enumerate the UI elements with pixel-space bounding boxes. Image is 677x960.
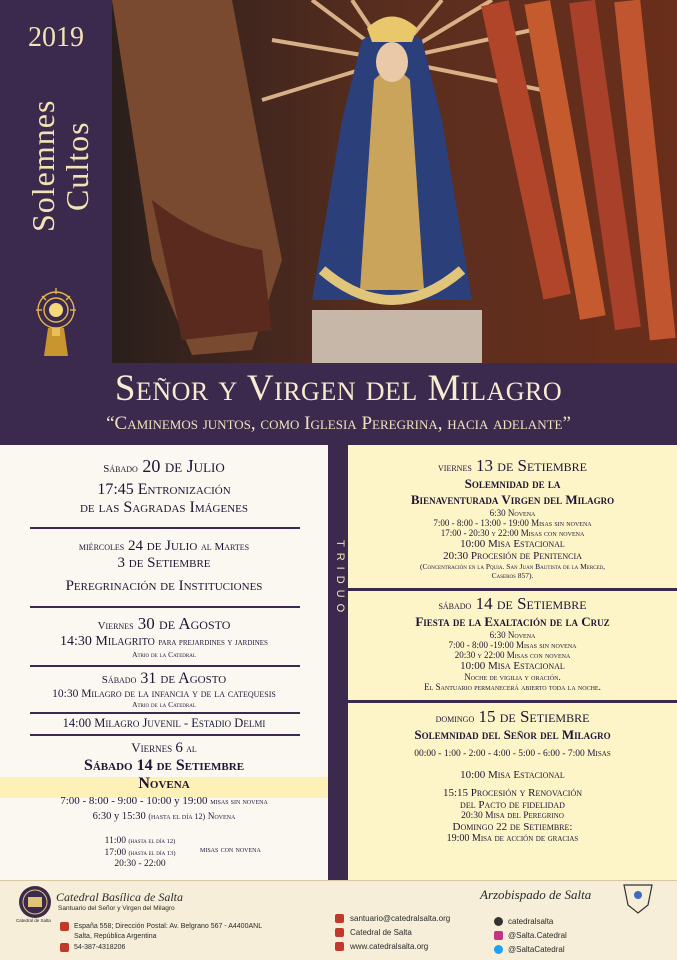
novena-times: 7:00 - 8:00 - 9:00 - 10:00 y 19:00: [60, 795, 208, 807]
novena-times-label: Novena: [207, 811, 236, 821]
address-line: Salta, República Argentina: [74, 933, 157, 940]
event-line: 14:00 Milagro Juvenil - Estadio Delmi: [62, 716, 266, 730]
time: 20:30 - 22:00: [114, 859, 166, 869]
event-date: 24 de Julio: [128, 538, 198, 554]
triduo-day-14: [348, 594, 677, 692]
archdiocese-coat-of-arms-icon: [618, 883, 658, 915]
vertical-title: Solemnes Cultos: [25, 99, 95, 233]
twitter-icon: [494, 945, 503, 954]
divider: [30, 527, 300, 529]
event-place: Atrio de la Catedral: [132, 650, 196, 659]
event-connector: al: [186, 743, 197, 755]
event-line: 7:00 - 8:00 - 13:00 - 19:00 Misas sin novena: [433, 518, 592, 528]
page-title: Señor y Virgen del Milagro: [114, 368, 563, 409]
note: (hasta el día 13): [128, 849, 176, 857]
event-title: Bienaventurada Virgen del Milagro: [410, 492, 615, 507]
event-weekday: Viernes: [131, 740, 173, 755]
archdiocese-name: Arzobispado de Salta: [480, 887, 592, 902]
event-date: Sábado 14 de Setiembre: [83, 757, 245, 774]
web-link[interactable]: www.catedralsalta.org: [350, 942, 429, 951]
event-weekday: domingo: [435, 713, 475, 725]
event-line: 10:00 Misa Estacional: [460, 769, 565, 781]
title-band: [0, 363, 677, 445]
divider: [30, 712, 300, 714]
event-date: 15 de Setiembre: [478, 707, 590, 726]
event-date: 31 de Agosto: [140, 670, 227, 687]
event-desc: para prejardines y jardines: [158, 637, 268, 648]
event-place: Atrio de la Catedral: [132, 700, 196, 709]
event-line: Domingo 22 de Setiembre:: [452, 821, 573, 833]
event-milagrito: [0, 614, 328, 659]
event-line: 00:00 - 1:00 - 2:00 - 4:00 - 5:00 - 6:00 - 7:00 Misas: [414, 749, 611, 759]
event-line: 20:30 Misa del Peregrino: [461, 811, 564, 821]
triduo-label: TRIDUO: [334, 540, 346, 619]
divider: [30, 665, 300, 667]
cathedral-name: Catedral Basílica de Salta: [56, 890, 183, 904]
cathedral-subtitle: Santuario del Señor y Virgen del Milagro: [58, 905, 175, 912]
event-date: 13 de Setiembre: [476, 456, 587, 475]
hero-photo: [112, 0, 677, 365]
instagram-handle[interactable]: @Salta.Catedral: [508, 931, 567, 940]
divider: [348, 588, 677, 591]
event-date: 20 de Julio: [142, 456, 225, 476]
social-handle[interactable]: catedralsalta: [508, 917, 554, 926]
event-line: 7:00 - 8:00 -19:00 Misas sin novena: [448, 640, 577, 650]
footer: [0, 880, 677, 960]
event-milagro-juvenil: [0, 716, 328, 731]
event-title: Solemnidad del Señor del Milagro: [414, 727, 611, 742]
event-line: 17:00 - 20:30 y 22:00 Misas con novena: [440, 528, 585, 538]
facebook-link[interactable]: Catedral de Salta: [350, 928, 412, 937]
event-weekday: viernes: [438, 462, 472, 474]
event-line: de las Sagradas Imágenes: [79, 499, 248, 516]
event-line: 10:00 Misa Estacional: [460, 660, 565, 672]
event-weekday: Sábado: [103, 463, 138, 475]
event-date: 6: [175, 740, 183, 756]
event-line: 10:30 Milagro de la infancia y de la catequesis: [52, 688, 276, 700]
event-date: 3 de Setiembre: [117, 555, 211, 571]
phone-icon: [60, 943, 69, 952]
event-date: 30 de Agosto: [137, 614, 231, 633]
event-novena: [0, 740, 328, 822]
novena-title: Novena: [138, 775, 190, 792]
triduo-bar: [328, 445, 348, 880]
time: 11:00: [104, 836, 126, 846]
time: 17:00: [104, 847, 127, 858]
event-weekday: sábado: [438, 600, 472, 612]
event-line: del Pacto de fidelidad: [460, 799, 565, 811]
event-line: 19:00 Misa de acción de gracias: [446, 833, 579, 844]
event-line: 17:45 Entronización: [97, 481, 231, 498]
novena-times-label: misas con novena: [200, 844, 261, 854]
event-note: Caseros 857).: [491, 571, 534, 580]
motto: “Caminemos juntos, como Iglesia Peregrina, hacia adelante”: [106, 413, 571, 434]
web-icon: [335, 942, 344, 951]
novena-times-label: misas sin novena: [210, 796, 268, 806]
novena-evening-times: [70, 836, 210, 870]
triduo-day-15: [348, 707, 677, 844]
event-entronizacion: [0, 456, 328, 517]
event-line: 20:30 y 22:00 Misas con novena: [454, 650, 571, 660]
cathedral-seal-icon: [18, 885, 52, 919]
divider: [30, 734, 300, 736]
twitter-handle[interactable]: @SaltaCatedral: [508, 945, 565, 954]
email-link[interactable]: santuario@catedralsalta.org: [350, 914, 451, 923]
phone: 54-387-4318206: [74, 944, 126, 951]
event-line: 6:30 Novena: [489, 630, 536, 640]
facebook-icon: [335, 928, 344, 937]
event-line: 15:15 Procesión y Renovación: [442, 787, 583, 799]
event-line: 6:30 Novena: [489, 508, 536, 518]
event-line: El Santuario permanecerá abierto toda la noche.: [424, 682, 601, 692]
hero-sidebar: [0, 0, 112, 365]
note: (hasta el día 12): [128, 838, 176, 845]
divider: [30, 606, 300, 608]
event-title: Fiesta de la Exaltación de la Cruz: [415, 614, 610, 629]
event-date: 14 de Setiembre: [475, 594, 587, 613]
hero-section: [0, 0, 677, 365]
event-line: Peregrinación de Instituciones: [65, 578, 263, 594]
event-weekday: Viernes: [97, 620, 134, 632]
email-icon: [335, 914, 344, 923]
triduo-day-13: [348, 456, 677, 580]
event-milagro-infancia: [0, 670, 328, 709]
social-icon: [494, 917, 503, 926]
novena-note: (hasta el día 12): [148, 812, 206, 821]
divider: [348, 700, 677, 703]
event-peregrinacion: [0, 538, 328, 595]
event-time: 14:30 Milagrito: [60, 634, 155, 649]
event-line: 20:30 Procesión de Penitencia: [443, 550, 582, 562]
event-line: 10:00 Misa Estacional: [460, 538, 565, 550]
event-note: (Concentración en la Pquia. San Juan Bautista de la Merced,: [419, 562, 606, 571]
seal-text: Catedral de Salta: [16, 918, 51, 923]
instagram-icon: [494, 931, 503, 940]
event-weekday: Sábado: [101, 674, 137, 686]
event-weekday: miércoles: [78, 541, 125, 553]
monstrance-icon: [28, 286, 84, 358]
location-icon: [60, 922, 69, 931]
year: 2019: [28, 22, 84, 53]
novena-times: 6:30 y 15:30: [92, 811, 146, 822]
address-line: España 558; Dirección Postal: Av. Belgrano 567 - A4400ANL: [74, 923, 263, 930]
event-line: Noche de vigilia y oración.: [464, 672, 561, 682]
event-connector: al Martes: [201, 541, 250, 553]
event-title: Solemnidad de la: [464, 476, 561, 491]
